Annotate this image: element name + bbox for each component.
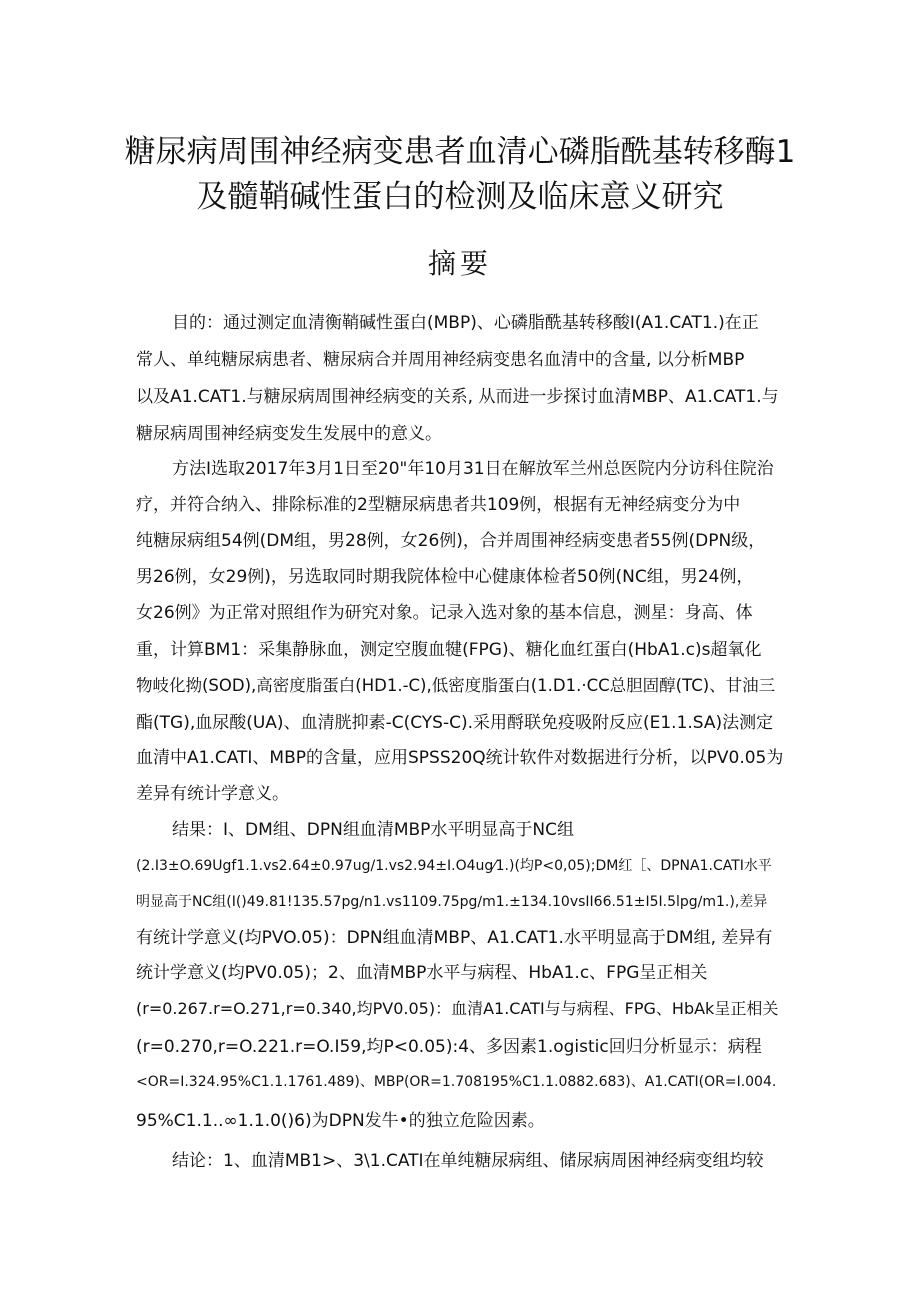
methods-line: 女26例》为正常对照组作为研究对象。记录入选对象的基本信息，测星：身高、体 [136,603,753,623]
objective-line: 目的：通过测定血清衡鞘碱性蛋白(MBP)、心磷脂酰基转移酸I(A1.CAT1.)在正 [172,313,759,333]
results-line: (r=0.267.r=O.271,r=0.340,均PV0.05)：血清A1.CATI与与病程、FPG、HbAk呈正相关 [136,999,779,1018]
methods-line: 重，计算BM1：采集静脉血，测定空腹血犍(FPG)、糖化血红蛋白(HbA1.c)s超氧化 [136,640,762,660]
results-line: 明显高于NC组(I()49.81!135.57pg∕n1.vs1109.75pg∕m1.±134.10vsII66.51±I5I.5lpg∕m1.),差异 [136,894,768,910]
results-line: (r=0.270,r=O.221.r=O.I59,均P<0.05):4、多因素1.ogistic回归分析显示：病程 [136,1037,762,1057]
results-line: 统计学意义(均PV0.05)；2、血清MBP水平与病程、HbA1.c、FPG呈正相关 [136,963,708,983]
conclusion-line: 结论：1、血清MB1>、3\1.CATI在单纯糖尿病组、储尿病周困神经病变组均较 [172,1151,764,1171]
results-line: (2.I3±O.69Ugf1.1.vs2.64±0.97ug/1.vs2.94±I.O4ug⁄1.)(均P<0,05);DM红［、DPNA1.CATI水平 [136,858,772,874]
abstract-heading: 摘要 [427,247,492,280]
methods-line: 差异有统计学意义。 [136,784,289,804]
objective-line: 以及A1.CAT1.与糖尿病周围神经病变的关系, 从而进一步探讨血清MBP、A1.CAT1.与 [136,387,779,407]
methods-line: 物岐化拗(SOD),高密度脂蛋白(HD1.-C),低密度脂蛋白(1.D1.·CC总胆固醇(TC)、甘油三 [136,676,776,695]
methods-line: 纯糖尿病组54例(DM组，男28例，女26例)，合并周围神经病变患者55例(DPN级， [136,531,766,551]
document-title-line-1: 糖尿病周围神经病变患者血清心磷脂酰基转移酶1 [124,134,796,170]
results-line: <OR=I.324.95%C1.1.1761.489)、MBP(OR=1.708195%C1.1.0882.683)、A1.CATI(OR=I.004. [136,1074,777,1090]
methods-line: 疗，并符合纳入、排除标准的2型糖尿病患者共109例，根据有无神经病变分为中 [136,495,741,515]
methods-line: 酯(TG),血尿酸(UA)、血清胱抑素-C(CYS-C).采用酹联免疫吸附反应(E1.1.SA)法测定 [136,713,774,733]
results-line: 95%C1.1..∞1.1.0()6)为DPN发牛•的独立危险因素。 [136,1111,545,1131]
objective-line: 糖尿病周围神经病变发生发展中的意义。 [136,424,442,444]
results-line: 有统计学意义(均PVO.05)：DPN组血清MBP、A1.CAT1.水平明显高于DM组, 差异有 [136,928,773,948]
objective-line: 常人、单纯糖尿病患者、糖尿病合并周用神经病变患名血清中的含量, 以分析MBP [136,350,745,370]
methods-line: 血清中A1.CATI、MBP的含量，应用SPSS20Q统计软件对数据进行分析，以PV0.05为 [136,748,784,768]
methods-line: 男26例，女29例)，另选取同时期我院体检中心健康体检者50例(NC组，男24例， [136,567,754,587]
document-title-line-2: 及髓鞘碱性蛋白的检测及临床意义研究 [196,179,724,215]
results-line: 结果：I、DM组、DPN组血清MBP水平明显高于NC组 [172,820,574,840]
methods-line: 方法I选取2017年3月1日至20"年10月31日在解放军兰州总医院内分访科住院治 [172,459,774,479]
